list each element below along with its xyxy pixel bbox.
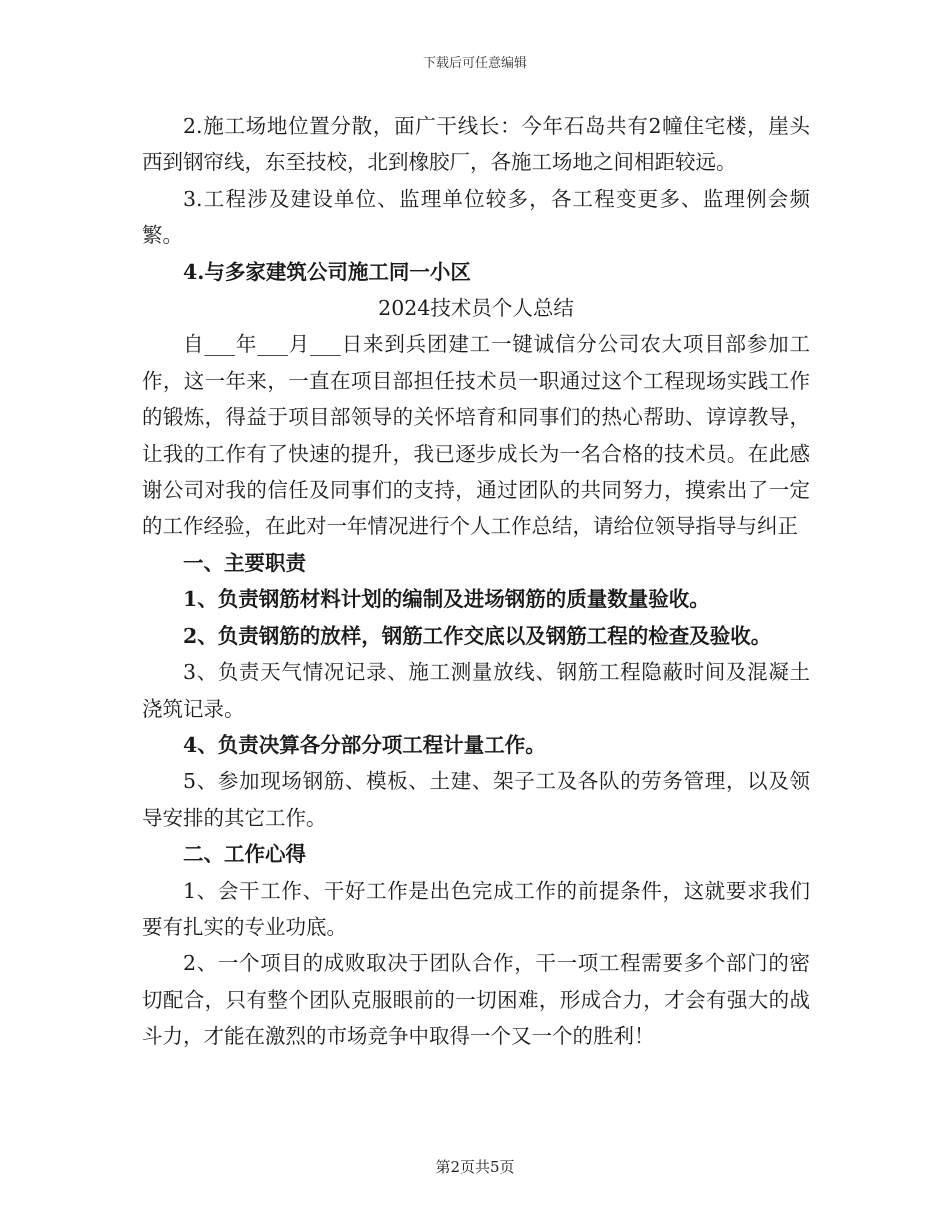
document-body — [142, 108, 810, 1055]
paragraph-multiple-companies: 4.与多家建筑公司施工同一小区 — [183, 259, 471, 284]
insight-item-1: 1、会干工作、干好工作是出色完成工作的前提条件，这就要求我们要有扎实的专业功底。 — [142, 878, 810, 939]
section-heading-main-duties: 一、主要职责 — [183, 550, 306, 575]
insight-item-2: 2、一个项目的成败取决于团队合作，干一项工程需要多个部门的密切配合，只有整个团队克服眼前的一切困难，形成合力，才会有强大的战斗力，才能在激烈的市场竞争中取得一个又一个的胜利！ — [142, 951, 810, 1049]
paragraph-intro: 自___年___月___日来到兵团建工一键诚信分公司农大项目部参加工作，这一年来，一直在项目部担任技术员一职通过这个工程现场实践工作的锻炼，得益于项目部领导的关怀培育和同事们的热心帮助、谆谆教导，让我的工作有了快速的提升，我已逐步成长为一名合格的技术员。在此感谢公司对我的信任及同事们的支持，通过团队的共同努力，摸索出了一定的工作经验，在此对一年情况进行个人工作总结，请给位领导指导与纠正 — [142, 332, 810, 539]
paragraph-site-dispersed: 2.施工场地位置分散，面广干线长：今年石岛共有2幢住宅楼，崖头西到钢帘线，东至技校，北到橡胶厂，各施工场地之间相距较远。 — [142, 114, 810, 175]
duty-item-5: 5、参加现场钢筋、模板、土建、架子工及各队的劳务管理，以及领导安排的其它工作。 — [142, 769, 810, 830]
duty-item-3: 3、负责天气情况记录、施工测量放线、钢筋工程隐蔽时间及混凝土浇筑记录。 — [142, 660, 810, 721]
document-title: 2024技术员个人总结 — [378, 296, 574, 321]
duty-item-2: 2、负责钢筋的放样，钢筋工作交底以及钢筋工程的检查及验收。 — [183, 623, 772, 648]
duty-item-1: 1、负责钢筋材料计划的编制及进场钢筋的质量数量验收。 — [183, 587, 710, 612]
duty-item-4: 4、负责决算各分部分项工程计量工作。 — [183, 732, 546, 757]
page-header: 下载后可任意编辑 — [422, 56, 527, 71]
paragraph-many-units: 3.工程涉及建设单位、监理单位较多，各工程变更多、监理例会频繁。 — [142, 186, 810, 248]
section-heading-work-insights: 二、工作心得 — [183, 842, 306, 867]
page-footer: 第2页共5页 — [435, 1158, 515, 1176]
